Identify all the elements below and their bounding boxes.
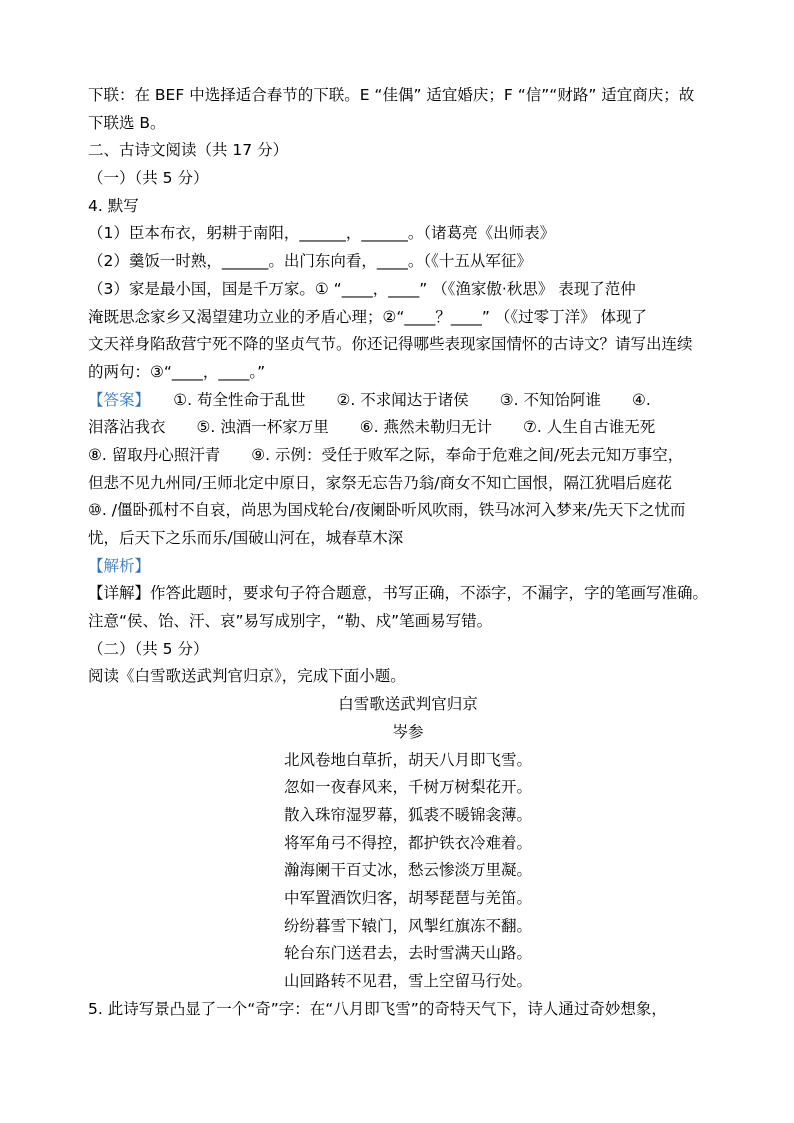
- text-span: 【详解】作答此题时，要求句子符合题意，书写正确，不添字，不漏字，字的笔画写准确。: [88, 584, 709, 603]
- text-span: 5. 此诗写景凸显了一个“奇”字：在“八月即飞雪”的奇特天气下，诗人通过奇妙想象，: [88, 999, 667, 1018]
- analysis-detail-line1: [88, 580, 728, 608]
- answer-line4: [88, 470, 728, 498]
- text-span: 阅读《白雪歌送武判官归京》，完成下面小题。: [88, 667, 406, 686]
- text-span: ⑧. 留取丹心照汗青 ⑨. 示例：受任于败军之际，奉命于危难之间/死去元知万事空，: [88, 445, 684, 464]
- text-span: 轮台东门送君去，去时雪满天山路。: [283, 944, 532, 963]
- text-span: 注意“侯、饴、汗、哀”易写成别字，“勒、戍”笔画易写错。: [88, 612, 493, 631]
- text-span: （1）臣本布衣，躬耕于南阳，______，______。（诸葛亮《出师表》: [88, 224, 556, 243]
- question-4-item-3-line4: [88, 359, 728, 387]
- question-4-item-3-line2: [88, 304, 728, 332]
- section-heading: [88, 137, 728, 165]
- text-span: 下联：在 BEF 中选择适合春节的下联。E “佳偶” 适宜婚庆；F “信”“财路” 适宜商庆；故: [88, 86, 695, 104]
- text-span: 瀚海阑干百丈冰，愁云惨淡万里凝。: [283, 861, 532, 880]
- answer-line6: [88, 525, 728, 553]
- question-4-item-1: [88, 220, 728, 248]
- text-span: 泪落沾我衣 ⑤. 浊酒一杯家万里 ⑥. 燕然未勒归无计 ⑦. 人生自古谁无死: [88, 418, 656, 437]
- subsection-heading-2: [88, 636, 728, 664]
- accent-label: 【答案】: [88, 390, 143, 409]
- text-span: （二）（共 5 分）: [88, 639, 209, 658]
- text-span: 下联选 B。: [88, 113, 166, 132]
- analysis-label: [88, 553, 728, 581]
- reading-instruction: [88, 663, 728, 691]
- poem-verse-6: [88, 885, 728, 913]
- poem-verse-4: [88, 830, 728, 858]
- poem-author: [88, 719, 728, 747]
- text-span: 将军角弓不得控，都护铁衣冷难着。: [283, 833, 532, 852]
- poem-verse-5: [88, 857, 728, 885]
- text-span: 纷纷暮雪下辕门，风掣红旗冻不翻。: [283, 916, 532, 935]
- text-span: 忧，后天下之乐而乐/国破山河在，城春草木深: [88, 529, 404, 547]
- text-span: 4. 默写: [88, 196, 139, 215]
- question-4-title: [88, 193, 728, 221]
- accent-label: 【解析】: [88, 556, 151, 575]
- poem-title: [88, 691, 728, 719]
- poem-verse-9: [88, 968, 728, 996]
- answer-line1: [88, 387, 728, 415]
- text-span: 但悲不见九州同/王师北定中原日，家祭无忘告乃翁/商女不知亡国恨，隔江犹唱后庭花: [88, 473, 672, 492]
- text-span: ①. 苟全性命于乱世 ②. 不求闻达于诸侯 ③. 不知饴阿谁 ④.: [142, 390, 651, 409]
- answer-line5: [88, 497, 728, 525]
- subsection-heading-1: [88, 165, 728, 193]
- answer-line3: [88, 442, 728, 470]
- text-span: 文天祥身陷敌营宁死不降的坚贞气节。你还记得哪些表现家国情怀的古诗文？请写出连续: [88, 335, 693, 354]
- text-span: 白雪歌送武判官归京: [338, 695, 478, 714]
- text-span: 岑参: [392, 722, 424, 741]
- question-4-item-2: [88, 248, 728, 276]
- text-span: （3）家是最小国，国是千万家。① “____，____” （《渔家傲·秋思》 表现了范仲: [88, 279, 636, 298]
- text-span: 淹既思念家乡又渴望建功立业的矛盾心理；②“____？____” （《过零丁洋》 体现了: [88, 307, 648, 326]
- answer-line2: [88, 414, 728, 442]
- text-span: （2）羹饭一时熟，______。出门东向看，____。（《十五从军征》: [88, 252, 532, 271]
- text-span: 的两句：③“____，____。”: [88, 362, 266, 381]
- answer-explain-duilian-line2: [88, 110, 728, 138]
- question-4-item-3-line1: [88, 276, 728, 304]
- question-5-line1: [88, 996, 728, 1024]
- text-span: 散入珠帘湿罗幕，狐裘不暖锦衾薄。: [283, 805, 532, 824]
- poem-verse-8: [88, 940, 728, 968]
- text-span: 二、古诗文阅读（共 17 分）: [88, 141, 289, 160]
- poem-verse-2: [88, 774, 728, 802]
- text-span: 忽如一夜春风来，千树万树梨花开。: [283, 778, 532, 797]
- poem-verse-7: [88, 913, 728, 941]
- text-span: 中军置酒饮归客，胡琴琵琶与羌笛。: [283, 888, 532, 907]
- poem-verse-3: [88, 802, 728, 830]
- text-span: 北风卷地白草折，胡天八月即飞雪。: [283, 750, 532, 769]
- text-span: ⑩. /僵卧孤村不自哀，尚思为国戍轮台/夜阑卧听风吹雨，铁马冰河入梦来/先天下之忧而: [88, 501, 686, 520]
- text-span: （一）（共 5 分）: [88, 169, 209, 188]
- text-span: 山回路转不见君，雪上空留马行处。: [283, 972, 532, 990]
- answer-explain-duilian-line1: [88, 82, 728, 110]
- poem-verse-1: [88, 747, 728, 775]
- analysis-detail-line2: [88, 608, 728, 636]
- question-4-item-3-line3: [88, 331, 728, 359]
